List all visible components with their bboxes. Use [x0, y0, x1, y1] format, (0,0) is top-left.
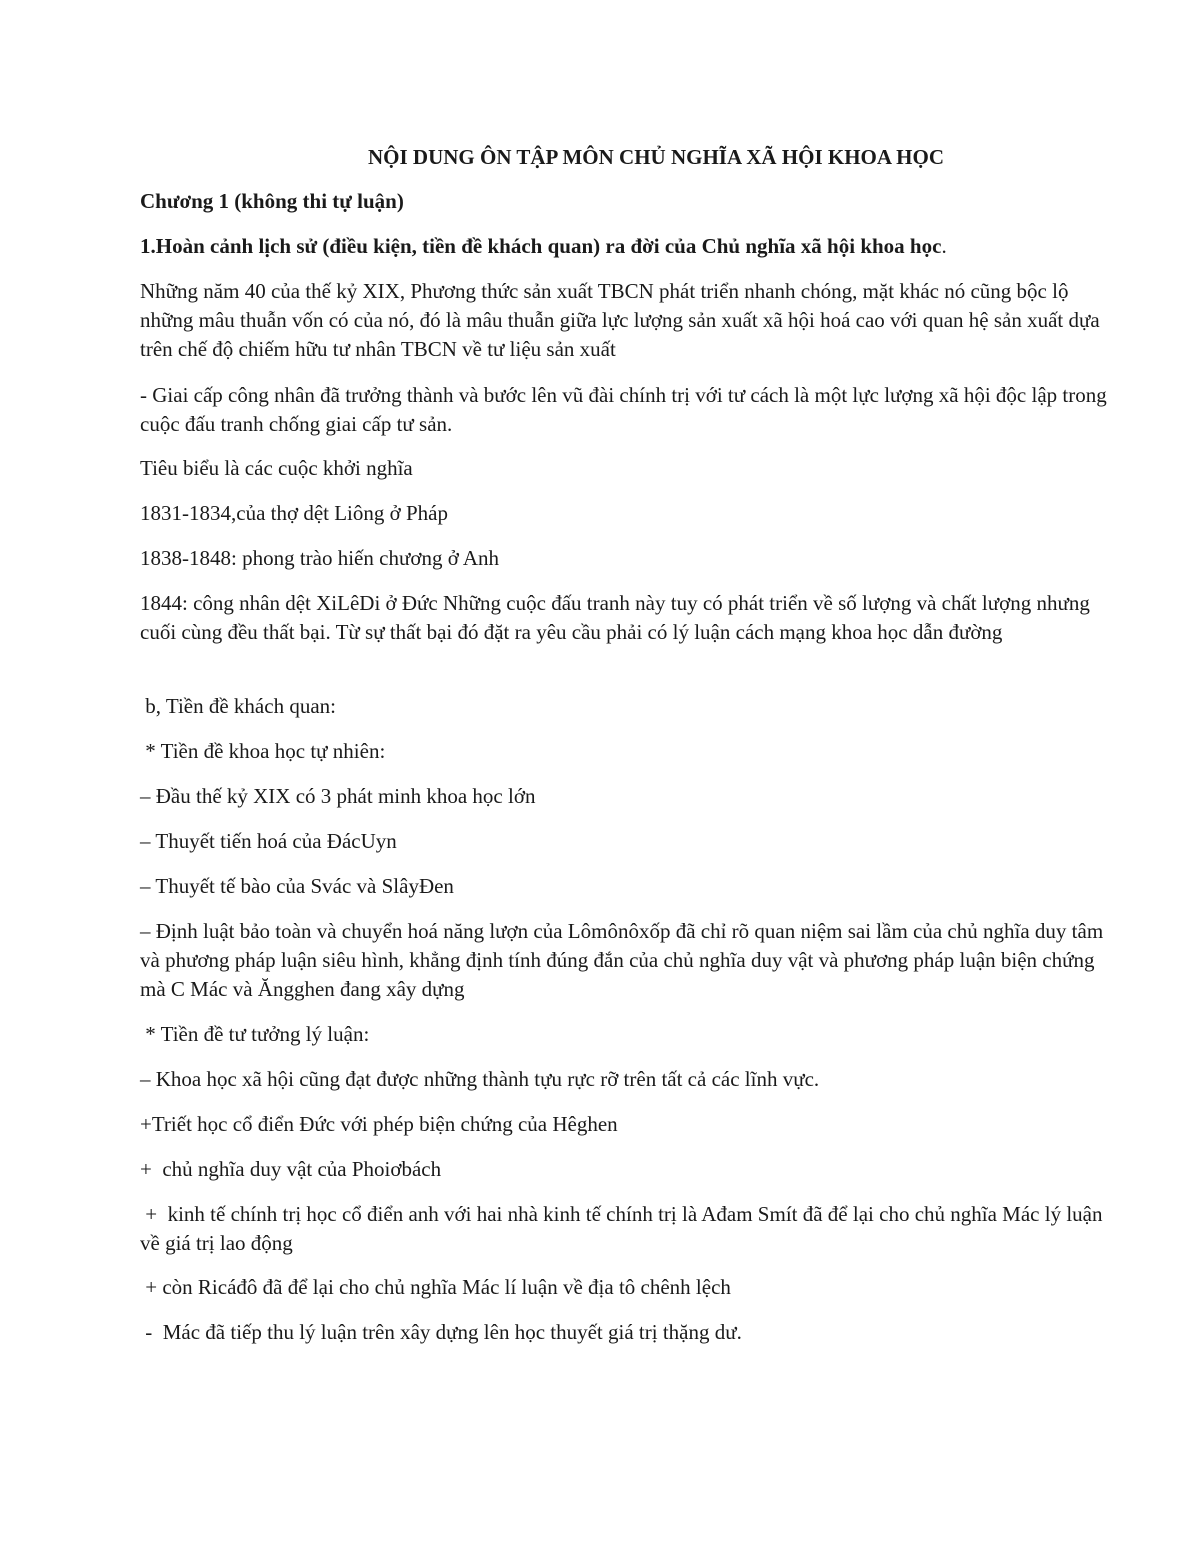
list-item-darwin: – Thuyết tiến hoá của ĐácUyn [140, 829, 397, 853]
list-item-hegel: +Triết học cổ điển Đức với phép biện chứng của Hêghen [140, 1112, 618, 1136]
paragraph-objective-premises: b, Tiền đề khách quan: [140, 694, 336, 718]
list-item-energy-law: – Định luật bảo toàn và chuyển hoá năng lượn của Lômônôxốp đã chỉ rõ quan niệm sai lầm của chủ nghĩa duy tâm và phương pháp luận siêu hình, khẳng định tính đúng đắn của chủ nghĩa duy vật và phương pháp luận biện chứng mà C Mác và Ăngghen đang xây dựng [140, 919, 1104, 1001]
list-item-ricardo: + còn Ricáđô đã để lại cho chủ nghĩa Mác lí luận về địa tô chênh lệch [140, 1275, 731, 1299]
section-heading-text: 1.Hoàn cảnh lịch sử (điều kiện, tiền đề khách quan) ra đời của Chủ nghĩa xã hội khoa học [140, 234, 942, 258]
document-title: NỘI DUNG ÔN TẬP MÔN CHỦ NGHĨA XÃ HỘI KHOA HỌC [368, 145, 944, 169]
list-item-cell-theory: – Thuyết tế bào của Svác và SlâyĐen [140, 874, 454, 898]
paragraph-silesia: 1844: công nhân dệt XiLêDi ở Đức Những cuộc đấu tranh này tuy có phát triển về số lượng và chất lượng nhưng cuối cùng đều thất bại. Từ sự thất bại đó đặt ra yêu cầu phải có lý luận cách mạng khoa học dẫn đường [140, 591, 1090, 644]
paragraph-theoretical: * Tiền đề tư tưởng lý luận: [140, 1022, 370, 1046]
chapter-heading: Chương 1 (không thi tự luận) [140, 189, 404, 213]
list-item-discoveries: – Đầu thế kỷ XIX có 3 phát minh khoa học lớn [140, 784, 536, 808]
paragraph-context: Những năm 40 của thế kỷ XIX, Phương thức sản xuất TBCN phát triển nhanh chóng, mặt khác nó cũng bộc lộ những mâu thuẫn vốn có của nó, đó là mâu thuẫn giữa lực lượng sản xuất xã hội hoá cao với quan hệ sản xuất dựa trên chế độ chiếm hữu tư nhân TBCN về tư liệu sản xuất [140, 279, 1100, 361]
paragraph-working-class: - Giai cấp công nhân đã trưởng thành và bước lên vũ đài chính trị với tư cách là một lực lượng xã hội độc lập trong cuộc đấu tranh chống giai cấp tư sản. [140, 383, 1107, 436]
section-heading [140, 232, 947, 261]
list-item-social-science: – Khoa học xã hội cũng đạt được những thành tựu rực rỡ trên tất cả các lĩnh vực. [140, 1067, 820, 1091]
list-item-surplus-value: - Mác đã tiếp thu lý luận trên xây dựng lên học thuyết giá trị thặng dư. [140, 1320, 742, 1344]
paragraph-natural-science: * Tiền đề khoa học tự nhiên: [140, 739, 386, 763]
paragraph-uprisings-intro: Tiêu biểu là các cuộc khởi nghĩa [140, 456, 413, 480]
list-item-feuerbach: + chủ nghĩa duy vật của Phoiơbách [140, 1157, 442, 1181]
paragraph-chartism: 1838-1848: phong trào hiến chương ở Anh [140, 546, 500, 570]
paragraph-lyon: 1831-1834,của thợ dệt Liông ở Pháp [140, 501, 448, 525]
list-item-smith: + kinh tế chính trị học cổ điển anh với hai nhà kinh tế chính trị là Ađam Smít đã để lại cho chủ nghĩa Mác lý luận về giá trị lao động [140, 1202, 1108, 1255]
section-heading-period: . [941, 234, 947, 258]
